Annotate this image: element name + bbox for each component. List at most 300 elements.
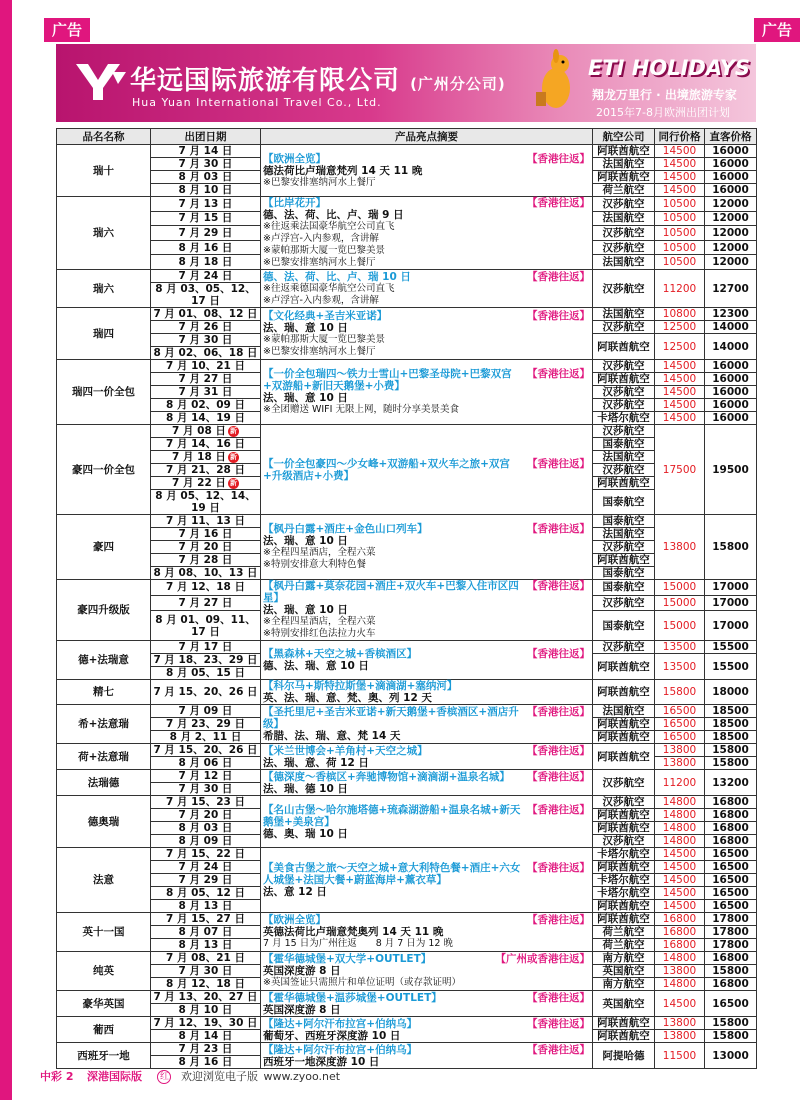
highlight-header	[263, 368, 590, 392]
airline: 阿联酋航空	[593, 373, 655, 386]
product-highlights	[261, 770, 593, 796]
departure-date	[151, 171, 261, 184]
departure-date-text: 7 月 15、23 日	[166, 796, 245, 808]
departure-date-text: 7 月 30 日	[178, 965, 233, 977]
departure-date-text: 7 月 14、16 日	[166, 438, 245, 450]
airline: 国泰航空	[593, 438, 655, 451]
airline: 卡塔尔航空	[593, 874, 655, 887]
airline: 卡塔尔航空	[593, 848, 655, 861]
direct-price: 16800	[705, 809, 757, 822]
departure-date	[151, 464, 261, 477]
departure-date-text: 8 月 03、05、12、17 日	[155, 283, 256, 307]
table-row	[57, 308, 757, 321]
departure-date	[151, 667, 261, 680]
departure-city-tag: 【广州或香港往返】	[495, 953, 590, 965]
airline: 汉莎航空	[593, 197, 655, 212]
airline: 阿联酋航空	[593, 913, 655, 926]
departure-date-text: 8 月 14 日	[178, 1030, 233, 1042]
departure-date-text: 7 月 12 日	[178, 770, 233, 782]
airline: 法国航空	[593, 308, 655, 321]
departure-date	[151, 321, 261, 334]
highlight-header	[263, 271, 590, 283]
departure-date	[151, 770, 261, 783]
highlight-header	[263, 771, 590, 783]
departure-date-text: 7 月 20 日	[178, 541, 233, 553]
column-header-airline: 航空公司	[593, 129, 655, 145]
departure-city-tag: 【香港往返】	[527, 197, 590, 209]
direct-price: 15800	[705, 757, 757, 770]
departure-city-tag: 【香港往返】	[527, 457, 590, 470]
departure-date	[151, 255, 261, 270]
direct-price: 12300	[705, 308, 757, 321]
peer-price: 10500	[655, 240, 705, 255]
table-row	[57, 515, 757, 528]
highlight-title: 【米兰世博会+羊角村+天空之城】	[263, 744, 428, 757]
highlight-title: 【科尔马+斯特拉斯堡+滴滴湖+塞纳河】	[263, 680, 458, 692]
departure-city-tag: 【香港往返】	[527, 744, 590, 757]
departure-date-text: 7 月 11、13 日	[166, 515, 245, 527]
table-body	[57, 145, 757, 1069]
highlight-header	[263, 914, 590, 926]
departure-date-text: 8 月 16 日	[178, 1056, 233, 1068]
departure-date-text: 7 月 08、21 日	[166, 952, 245, 964]
departure-date	[151, 1004, 261, 1017]
tour-schedule-table	[56, 128, 757, 1069]
departure-date	[151, 900, 261, 913]
product-highlights	[261, 1017, 593, 1043]
airline: 荷兰航空	[593, 939, 655, 952]
airline: 汉莎航空	[593, 835, 655, 848]
highlight-title: 【欧洲全览】	[263, 914, 326, 926]
departure-city-tag: 【香港往返】	[527, 270, 590, 283]
departure-date-text: 7 月 29 日	[178, 874, 233, 886]
direct-price: 15800	[705, 744, 757, 757]
product-highlights	[261, 744, 593, 770]
peer-price: 11200	[655, 270, 705, 308]
departure-date-text: 8 月 08、10、13 日	[153, 567, 258, 579]
airline: 南方航空	[593, 952, 655, 965]
highlight-route: 德、法、瑞、意 10 日	[263, 660, 369, 672]
tour-name: 法瑞德	[57, 770, 151, 796]
departure-date-text: 8 月 01、09、11、17 日	[155, 613, 256, 638]
departure-date-text: 7 月 13 日	[178, 197, 233, 210]
direct-price: 12000	[705, 240, 757, 255]
highlight-route: 西班牙一地深度游 10 日	[263, 1055, 380, 1068]
peer-price: 14500	[655, 861, 705, 874]
tour-name: 豪四一价全包	[57, 425, 151, 515]
tour-name: 德+法瑞意	[57, 641, 151, 680]
peer-price: 17500	[655, 425, 705, 515]
highlight-header	[263, 804, 590, 828]
peer-price: 15000	[655, 595, 705, 611]
departure-date	[151, 952, 261, 965]
highlight-header	[263, 458, 590, 482]
table-row	[57, 1017, 757, 1030]
highlight-title: 德、法、荷、比、卢、瑞 10 日	[263, 270, 411, 283]
product-highlights	[261, 913, 593, 952]
departure-date-text: 7 月 28 日	[178, 554, 233, 566]
table-row	[57, 848, 757, 861]
direct-price: 15800	[705, 965, 757, 978]
airline: 汉莎航空	[593, 399, 655, 412]
highlight-note: ※蒙帕那斯大厦一览巴黎美景	[263, 333, 385, 345]
airline: 卡塔尔航空	[593, 887, 655, 900]
departure-city-tag: 【香港往返】	[527, 991, 590, 1004]
departure-date-text: 7 月 01、08、12 日	[153, 308, 258, 320]
peer-price: 14500	[655, 360, 705, 373]
departure-date	[151, 595, 261, 611]
company-name-en: Hua Yuan International Travel Co., Ltd.	[132, 96, 382, 109]
brand-eti-holidays: ETI HOLIDAYS	[588, 56, 751, 80]
highlight-header	[263, 1018, 590, 1030]
departure-date	[151, 809, 261, 822]
airline: 阿联酋航空	[593, 744, 655, 770]
tour-name: 德奥瑞	[57, 796, 151, 848]
airline: 阿联酋航空	[593, 861, 655, 874]
departure-date	[151, 308, 261, 321]
highlight-route: 法、瑞、德 10 日	[263, 782, 348, 795]
product-highlights	[261, 270, 593, 308]
direct-price: 18000	[705, 680, 757, 705]
direct-price: 16500	[705, 848, 757, 861]
departure-date	[151, 783, 261, 796]
peer-price: 14800	[655, 822, 705, 835]
departure-date-text: 7 月 15、20、26 日	[153, 686, 258, 698]
table-row	[57, 580, 757, 596]
tour-name: 瑞四一价全包	[57, 360, 151, 425]
direct-price: 17800	[705, 939, 757, 952]
tour-name: 豪华英国	[57, 991, 151, 1017]
highlight-note: ※巴黎安排塞纳河水上餐厅	[263, 345, 376, 357]
departure-date-text: 7 月 20 日	[178, 809, 233, 821]
departure-date	[151, 541, 261, 554]
highlight-title: 【隆达+阿尔汗布拉宫+伯纳乌】	[263, 1043, 418, 1056]
table-row	[57, 270, 757, 283]
direct-price: 16800	[705, 796, 757, 809]
departure-date-text: 7 月 30 日	[178, 334, 233, 346]
departure-date	[151, 1056, 261, 1069]
peer-price: 11200	[655, 770, 705, 796]
product-highlights	[261, 848, 593, 913]
highlight-title: 【一价全包瑞四～铁力士雪山+巴黎圣母院+巴黎双宫+双游船+新旧天鹅堡+小费】	[263, 368, 512, 392]
highlight-route: 英国深度游 8 日	[263, 1003, 341, 1016]
departure-city-tag: 【香港往返】	[527, 580, 590, 592]
airline: 汉莎航空	[593, 641, 655, 654]
page-footer	[40, 1068, 760, 1088]
highlight-header	[263, 745, 590, 757]
direct-price: 15500	[705, 654, 757, 680]
direct-price: 16500	[705, 991, 757, 1017]
airline: 汉莎航空	[593, 240, 655, 255]
highlight-note: ※巴黎安排塞纳河水上餐厅	[263, 257, 376, 268]
departure-date	[151, 399, 261, 412]
airline: 汉莎航空	[593, 541, 655, 554]
peer-price: 11500	[655, 1043, 705, 1069]
highlight-note: ※全程四星酒店，全程六菜	[263, 616, 376, 627]
peer-price: 15000	[655, 611, 705, 641]
departure-date-text: 7 月 14 日	[178, 145, 233, 157]
departure-date	[151, 490, 261, 515]
highlight-note: 7 月 15 日为广州往返 8 月 7 日为 12 晚	[263, 938, 453, 949]
direct-price: 12000	[705, 255, 757, 270]
peer-price: 14500	[655, 158, 705, 171]
tour-name: 瑞六	[57, 270, 151, 308]
direct-price: 14000	[705, 334, 757, 360]
direct-price: 16500	[705, 887, 757, 900]
footer-edition: 深港国际版	[86, 1070, 142, 1083]
airline: 阿联酋航空	[593, 718, 655, 731]
airline: 汉莎航空	[593, 270, 655, 308]
header-banner	[56, 44, 756, 122]
footer-logo-icon: 红	[157, 1070, 171, 1084]
departure-date-text: 7 月 23 日	[178, 1043, 233, 1055]
departure-date	[151, 412, 261, 425]
airline: 阿提哈德	[593, 1043, 655, 1069]
direct-price: 16800	[705, 978, 757, 991]
departure-city-tag: 【香港往返】	[527, 309, 590, 322]
tour-name: 瑞四	[57, 308, 151, 360]
kangaroo-mascot-icon	[526, 48, 586, 118]
table-row	[57, 1043, 757, 1056]
airline: 阿联酋航空	[593, 731, 655, 744]
peer-price: 14800	[655, 835, 705, 848]
departure-date	[151, 451, 261, 464]
departure-date	[151, 270, 261, 283]
departure-city-tag: 【香港往返】	[527, 862, 590, 874]
departure-date-text: 7 月 22 日	[172, 477, 226, 489]
direct-price: 16000	[705, 145, 757, 158]
highlight-route: 德、法、荷、比、卢、瑞 9 日	[263, 209, 404, 221]
tour-name: 葡西	[57, 1017, 151, 1043]
departure-date-text: 8 月 10 日	[178, 184, 233, 196]
departure-date-text: 8 月 06 日	[178, 757, 233, 769]
highlight-title: 【枫丹白露+莫奈花园+酒庄+双火车+巴黎入住市区四星】	[263, 580, 519, 604]
ad-tag-right: 广告	[754, 18, 800, 42]
airline: 汉莎航空	[593, 770, 655, 796]
highlight-note: ※巴黎安排塞纳河水上餐厅	[263, 176, 376, 188]
direct-price: 12000	[705, 226, 757, 241]
airline: 汉莎航空	[593, 226, 655, 241]
new-badge-icon: 新	[229, 426, 237, 435]
direct-price: 15800	[705, 1017, 757, 1030]
highlight-route: 法、瑞、意 10 日	[263, 321, 348, 334]
direct-price: 17000	[705, 595, 757, 611]
table-row	[57, 197, 757, 212]
highlight-header	[263, 197, 590, 209]
departure-date-text: 7 月 29 日	[178, 226, 233, 239]
departure-date	[151, 425, 261, 438]
highlight-title: 【美食古堡之旅～天空之城+意大利特色餐+酒庄+六女人城堡+法国大餐+蔚蓝海岸+薰衣草】	[263, 862, 521, 886]
departure-date	[151, 347, 261, 360]
departure-date-text: 8 月 05、12、14、19 日	[155, 490, 256, 514]
peer-price: 13500	[655, 641, 705, 654]
airline: 国泰航空	[593, 567, 655, 580]
departure-date-text: 7 月 24 日	[178, 270, 233, 282]
departure-city-tag: 【香港往返】	[527, 706, 590, 718]
tour-name: 西班牙一地	[57, 1043, 151, 1069]
highlight-header	[263, 310, 590, 322]
airline: 卡塔尔航空	[593, 412, 655, 425]
airline: 国泰航空	[593, 611, 655, 641]
departure-date-text: 7 月 17 日	[178, 641, 233, 653]
highlight-header	[263, 1044, 590, 1056]
airline: 阿联酋航空	[593, 477, 655, 490]
direct-price: 15800	[705, 515, 757, 580]
direct-price: 16000	[705, 386, 757, 399]
departure-date	[151, 654, 261, 667]
departure-date	[151, 373, 261, 386]
product-highlights	[261, 308, 593, 360]
highlight-header	[263, 648, 590, 660]
direct-price: 16000	[705, 373, 757, 386]
peer-price: 13800	[655, 744, 705, 757]
product-highlights	[261, 952, 593, 991]
airline: 阿联酋航空	[593, 1017, 655, 1030]
footer-url[interactable]: www.zyoo.net	[263, 1070, 341, 1083]
departure-date-text: 7 月 12、18 日	[166, 581, 245, 594]
departure-city-tag: 【香港往返】	[527, 523, 590, 535]
peer-price: 14500	[655, 874, 705, 887]
highlight-note: ※特别安排意大利特色餐	[263, 559, 366, 570]
peer-price: 10500	[655, 197, 705, 212]
departure-date-text: 8 月 02、09 日	[166, 399, 245, 411]
peer-price: 13800	[655, 965, 705, 978]
peer-price: 14500	[655, 399, 705, 412]
departure-date-text: 8 月 03 日	[178, 822, 233, 834]
direct-price: 16000	[705, 184, 757, 197]
highlight-route: 法、瑞、意 10 日	[263, 604, 348, 616]
table-row	[57, 680, 757, 705]
airline: 阿联酋航空	[593, 554, 655, 567]
direct-price: 16500	[705, 874, 757, 887]
peer-price: 14500	[655, 900, 705, 913]
footer-tagline: 欢迎浏览电子版	[180, 1070, 258, 1083]
peer-price: 14500	[655, 887, 705, 900]
departure-date-text: 8 月 05、15 日	[166, 667, 245, 679]
peer-price: 14500	[655, 412, 705, 425]
departure-date	[151, 477, 261, 490]
direct-price: 13200	[705, 770, 757, 796]
highlight-header	[263, 706, 590, 730]
departure-date-text: 8 月 13 日	[178, 939, 233, 951]
product-highlights	[261, 1043, 593, 1069]
airline: 国泰航空	[593, 490, 655, 515]
peer-price: 16800	[655, 926, 705, 939]
airline: 国泰航空	[593, 515, 655, 528]
departure-date-text: 7 月 26 日	[178, 321, 233, 333]
departure-date	[151, 835, 261, 848]
departure-date-text: 7 月 15 日	[178, 212, 233, 225]
departure-date	[151, 822, 261, 835]
tour-name: 纯英	[57, 952, 151, 991]
highlight-route: 德法荷比卢瑞意梵列 14 天 11 晚	[263, 164, 423, 177]
departure-date	[151, 848, 261, 861]
departure-date-text: 7 月 18 日	[172, 451, 226, 463]
peer-price: 10500	[655, 226, 705, 241]
peer-price: 14500	[655, 145, 705, 158]
peer-price: 16800	[655, 939, 705, 952]
new-badge-icon: 新	[229, 452, 237, 461]
highlight-note: ※全程四星酒店，全程六菜	[263, 547, 376, 558]
left-accent-stripe	[0, 0, 12, 1100]
departure-date	[151, 1030, 261, 1043]
highlight-route: 英、法、瑞、意、梵、奥、列 12 天	[263, 692, 432, 704]
footer-page-number: 中彩 2	[40, 1070, 74, 1083]
direct-price: 13000	[705, 1043, 757, 1069]
airline: 法国航空	[593, 528, 655, 541]
departure-date	[151, 211, 261, 226]
departure-date-text: 7 月 15、22 日	[166, 848, 245, 860]
direct-price: 17800	[705, 926, 757, 939]
table-row	[57, 770, 757, 783]
departure-date-text: 7 月 27 日	[178, 373, 233, 385]
departure-date	[151, 438, 261, 451]
departure-date	[151, 641, 261, 654]
product-highlights	[261, 145, 593, 197]
highlight-note: ※全团赠送 WIFI 无限上网，随时分享美景美食	[263, 404, 459, 415]
peer-price: 15800	[655, 680, 705, 705]
product-highlights	[261, 580, 593, 641]
tour-name: 荷+法意瑞	[57, 744, 151, 770]
departure-date	[151, 386, 261, 399]
departure-date	[151, 744, 261, 757]
departure-date	[151, 939, 261, 952]
departure-date-text: 7 月 27 日	[178, 596, 233, 609]
product-highlights	[261, 197, 593, 270]
direct-price: 17000	[705, 611, 757, 641]
highlight-note: ※特别安排红色法拉力火车	[263, 628, 376, 639]
direct-price: 16000	[705, 158, 757, 171]
peer-price: 14800	[655, 952, 705, 965]
peer-price: 14500	[655, 848, 705, 861]
highlight-route: 希腊、法、瑞、意、梵 14 天	[263, 730, 401, 742]
peer-price: 10800	[655, 308, 705, 321]
airline: 法国航空	[593, 211, 655, 226]
highlight-title: 【圣托里尼+圣吉米亚诺+新天鹅堡+香槟酒区+酒店升级】	[263, 706, 519, 730]
departure-date-text: 7 月 15、27 日	[166, 913, 245, 925]
direct-price: 16500	[705, 861, 757, 874]
departure-city-tag: 【香港往返】	[527, 368, 590, 380]
tour-schedule-table-wrap	[56, 128, 756, 1069]
tour-name: 法意	[57, 848, 151, 913]
departure-date	[151, 680, 261, 705]
peer-price: 12500	[655, 334, 705, 360]
peer-price: 14500	[655, 373, 705, 386]
departure-date-text: 7 月 13、20、27 日	[153, 991, 258, 1003]
peer-price: 16500	[655, 705, 705, 718]
departure-city-tag: 【香港往返】	[527, 1017, 590, 1030]
departure-date	[151, 334, 261, 347]
highlight-title: 【一价全包豪四～少女峰+双游船+双火车之旅+双宫+升级酒店+小费】	[263, 457, 510, 482]
table-row	[57, 952, 757, 965]
departure-date-text: 8 月 10 日	[178, 1004, 233, 1016]
departure-date-text: 7 月 16 日	[178, 528, 233, 540]
column-header-name: 品名名称	[57, 129, 151, 145]
airline: 阿联酋航空	[593, 171, 655, 184]
departure-date	[151, 796, 261, 809]
highlight-title: 【隆达+阿尔汗布拉宫+伯纳乌】	[263, 1017, 418, 1030]
highlight-header	[263, 992, 590, 1004]
direct-price: 14000	[705, 321, 757, 334]
airline: 英国航空	[593, 991, 655, 1017]
airline: 阿联酋航空	[593, 680, 655, 705]
departure-date-text: 8 月 05、12 日	[166, 887, 245, 899]
departure-city-tag: 【香港往返】	[527, 1043, 590, 1056]
airline: 阿联酋航空	[593, 809, 655, 822]
peer-price: 13800	[655, 515, 705, 580]
departure-date	[151, 874, 261, 887]
tour-name: 瑞六	[57, 197, 151, 270]
